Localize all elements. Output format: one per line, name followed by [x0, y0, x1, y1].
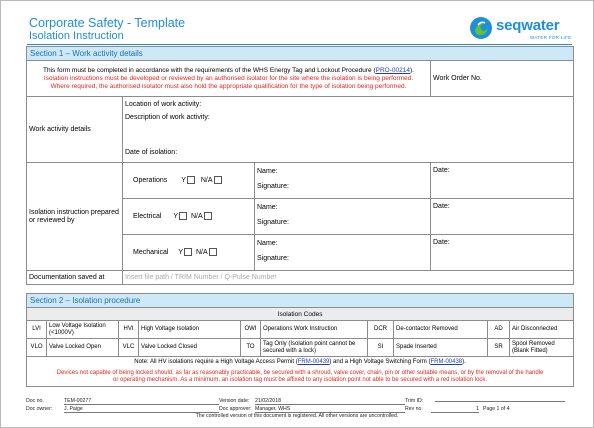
code-ad-desc: Air Disconnected [510, 321, 574, 339]
operations-date-label: Date: [433, 167, 450, 174]
hv-note [27, 357, 574, 369]
electrical-date-cell[interactable] [431, 199, 574, 235]
operations-name-cell[interactable] [255, 163, 431, 199]
code-dcr: DCR [368, 321, 394, 339]
documentation-input[interactable]: Insert file path / TRIM Number / Q-Pulse Number [123, 271, 574, 285]
doc-no-label: Doc no. [26, 398, 44, 404]
code-to: TO [241, 339, 261, 357]
operations-na-label: N/A [200, 176, 213, 184]
code-dcr-desc: De-contactor Removed [394, 321, 488, 339]
warning-line2: or operating mechanism. As a minimum, an isolation tag must be affixed to any isolation point not able to be secured with a red isolation lock. [113, 377, 488, 383]
operations-na-checkbox[interactable] [214, 176, 222, 184]
electrical-yes-label: Y [173, 212, 179, 220]
seqwater-logo [469, 13, 577, 45]
intro-line2: Isolation instructions must be developed or reviewed by an authorised isolator for the site where the isolation is being performed. [43, 74, 414, 82]
section2-table [26, 293, 574, 387]
unlockable-devices-warning [27, 368, 574, 387]
mechanical-date-label: Date: [433, 239, 450, 246]
logo-tagline: WATER FOR LIFE [530, 35, 572, 40]
page-title: Corporate Safety - Template [29, 16, 186, 30]
mechanical-name-cell[interactable] [255, 235, 431, 271]
hv-note-end: ). [462, 359, 466, 365]
operations-signature-label: Signature: [257, 183, 289, 190]
mechanical-label: Mechanical [133, 248, 169, 256]
work-order-label: Work Order No. [431, 61, 574, 97]
rev-no-value: 1 [431, 406, 479, 413]
discipline-operations [123, 163, 255, 199]
electrical-na-label: N/A [190, 212, 203, 220]
code-sr-desc: Spool Removed (Blank Fitted) [510, 339, 574, 357]
hv-switching-form-link[interactable]: FRM-00438 [430, 359, 463, 365]
discipline-mechanical [123, 235, 255, 271]
intro-line3: Where required, the authorised isolator must also hold the appropriate qualification for the type of isolation being performed. [50, 82, 407, 90]
code-vlo: VLO [27, 339, 47, 357]
section1-heading: Section 1 – Work activity details [27, 47, 574, 61]
code-vlc-desc: Valve Locked Closed [139, 339, 241, 357]
procedure-link[interactable]: PRO-00214 [375, 66, 410, 74]
doc-approver-label: Doc approver: [219, 406, 252, 412]
hv-note-text: Note: All HV isolations require a High Voltage Access Permit ( [134, 359, 298, 365]
hv-note-mid: ) and a High Voltage Switching Form ( [329, 359, 431, 365]
code-hvi-desc: High Voltage Isolation [139, 321, 241, 339]
warning-line1: Devices not capable of being locked should, as far as reasonably practicable, be secured with a shroud, valve cover, chain, pin or other suitable means, or by the removal of the handle [56, 370, 544, 376]
code-hvi: HVI [119, 321, 139, 339]
documentation-label: Documentation saved at [27, 271, 123, 285]
footer-row1 [26, 398, 565, 405]
controlled-version-notice: The controlled version of this document is registered. All other versions are uncontrolled. [195, 413, 399, 419]
work-activity-field[interactable] [123, 97, 574, 163]
electrical-signature-label: Signature: [257, 219, 289, 226]
code-owi-desc: Operations Work Instruction [261, 321, 368, 339]
water-drop-icon [469, 16, 493, 40]
work-activity-label: Work activity details [27, 97, 123, 163]
mechanical-date-cell[interactable] [431, 235, 574, 271]
electrical-date-label: Date: [433, 203, 450, 210]
doc-owner-value: J. Paige [64, 406, 219, 413]
code-vlc: VLC [119, 339, 139, 357]
description-label: Description of work activity: [125, 114, 210, 121]
discipline-electrical [123, 199, 255, 235]
mechanical-na-checkbox[interactable] [209, 248, 217, 256]
logo-wordmark: seqwater [496, 17, 560, 34]
doc-owner-label: Doc owner: [26, 406, 53, 412]
section1-intro [27, 61, 431, 97]
section2-heading: Section 2 – Isolation procedure [27, 294, 574, 308]
intro-line1-end: ). [409, 66, 414, 74]
electrical-yes-checkbox[interactable] [179, 212, 187, 220]
code-ad: AD [488, 321, 510, 339]
hv-access-permit-link[interactable]: FRM-00439 [297, 359, 330, 365]
electrical-na-checkbox[interactable] [204, 212, 212, 220]
operations-yes-label: Y [181, 176, 186, 184]
page-subtitle: Isolation Instruction [29, 30, 124, 42]
trim-id-label: Trim ID: [405, 398, 424, 404]
intro-line1: This form must be completed in accordance with the requirements of the WHS Energy Tag and Lockout Procedure ( [43, 66, 376, 74]
operations-label: Operations [133, 176, 168, 184]
mechanical-yes-label: Y [178, 248, 184, 256]
code-lvi-desc: Low Voltage Isolation (<1000V) [47, 321, 119, 339]
electrical-name-cell[interactable] [255, 199, 431, 235]
codes-row [27, 339, 574, 357]
section1-table [26, 46, 574, 285]
location-label: Location of work activity: [125, 101, 202, 108]
isolation-codes-title: Isolation Codes [27, 308, 574, 321]
code-lvi: LVI [27, 321, 47, 339]
version-date-label: Version date: [219, 398, 250, 404]
operations-date-cell[interactable] [431, 163, 574, 199]
doc-no-value: TEM-00277 [64, 398, 219, 405]
code-owi: OWI [241, 321, 261, 339]
code-sr: SR [488, 339, 510, 357]
electrical-label: Electrical [133, 212, 162, 220]
mechanical-yes-checkbox[interactable] [184, 248, 192, 256]
electrical-name-label: Name: [257, 204, 278, 211]
mechanical-name-label: Name: [257, 240, 278, 247]
codes-row [27, 321, 574, 339]
code-vlo-desc: Valve Locked Open [47, 339, 119, 357]
code-to-desc: Tag Only (Isolation point cannot be secured with a lock) [261, 339, 368, 357]
version-date-value: 21/02/2018 [255, 398, 405, 405]
operations-name-label: Name: [257, 168, 278, 175]
footer-row2 [26, 406, 510, 413]
doc-approver-value: Manager, WHS [255, 406, 405, 413]
page-number: Page 1 of 4 [483, 406, 510, 412]
operations-yes-checkbox[interactable] [187, 176, 195, 184]
mechanical-na-label: N/A [196, 248, 208, 256]
code-si-desc: Spade Inserted [394, 339, 488, 357]
date-of-isolation-label: Date of isolation: [125, 149, 178, 156]
mechanical-signature-label: Signature: [257, 255, 289, 262]
rev-no-label: Rev no. [405, 406, 423, 412]
code-si: SI [368, 339, 394, 357]
prepared-by-label: Isolation instruction prepared or reviewed by [27, 163, 123, 271]
